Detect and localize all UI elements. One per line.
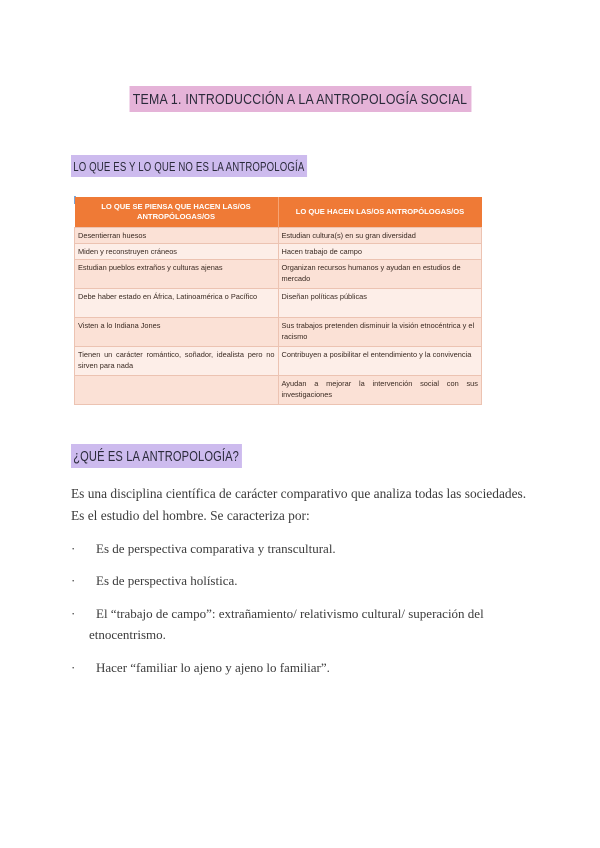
- table-cell: Estudian pueblos extraños y culturas ajenas: [75, 260, 279, 289]
- table-row: [75, 228, 482, 244]
- list-item-text: Es de perspectiva comparativa y transcultural.: [96, 541, 336, 556]
- comparison-table: [74, 197, 482, 405]
- table-header-cell: LO QUE SE PIENSA QUE HACEN LAS/OS ANTROPÓLOGAS/OS: [75, 197, 279, 228]
- table-cell: Sus trabajos pretenden disminuir la visión etnocéntrica y el racismo: [278, 318, 482, 347]
- bullet-marker: ·: [71, 573, 76, 588]
- document-title: TEMA 1. INTRODUCCIÓN A LA ANTROPOLOGÍA SOCIAL: [129, 86, 471, 112]
- list-item: [71, 657, 541, 678]
- table-cell: Estudian cultura(s) en su gran diversidad: [278, 228, 482, 244]
- table-cell: Visten a lo Indiana Jones: [75, 318, 279, 347]
- table-cell: Hacen trabajo de campo: [278, 244, 482, 260]
- list-item-text: Es de perspectiva holística.: [96, 573, 238, 588]
- list-item: [71, 538, 541, 559]
- table-cell: [75, 376, 279, 405]
- section-heading-2: ¿QUÉ ES LA ANTROPOLOGÍA?: [71, 444, 242, 468]
- list-item: [71, 603, 541, 645]
- table-row: [75, 318, 482, 347]
- list-item: [71, 570, 541, 591]
- table-row: [75, 376, 482, 405]
- document-title-wrap: [0, 86, 600, 112]
- intro-paragraph: Es una disciplina científica de carácter comparativo que analiza todas las sociedades. Es el estudio del hombre. Se caracteriza por:: [71, 486, 527, 523]
- table-cell: Contribuyen a posibilitar el entendimiento y la convivencia: [278, 347, 482, 376]
- section-heading-1: LO QUE ES Y LO QUE NO ES LA ANTROPOLOGÍA: [71, 155, 307, 177]
- table-cell: Diseñan políticas públicas: [278, 289, 482, 318]
- bullet-marker: ·: [71, 606, 76, 621]
- table-header-cell: LO QUE HACEN LAS/OS ANTROPÓLOGAS/OS: [278, 197, 482, 228]
- table-cell: Organizan recursos humanos y ayudan en estudios de mercado: [278, 260, 482, 289]
- table-row: [75, 244, 482, 260]
- table-row: [75, 347, 482, 376]
- bullet-marker: ·: [71, 541, 76, 556]
- table-row: [75, 260, 482, 289]
- table-header-row: [75, 197, 482, 228]
- table-cell: Ayudan a mejorar la intervención social con sus investigaciones: [278, 376, 482, 405]
- list-item-text: El “trabajo de campo”: extrañamiento/ relativismo cultural/ superación del etnocentrismo.: [89, 606, 484, 642]
- table-cell: Desentierran huesos: [75, 228, 279, 244]
- table-cell: Miden y reconstruyen cráneos: [75, 244, 279, 260]
- list-item-text: Hacer “familiar lo ajeno y ajeno lo familiar”.: [96, 660, 330, 675]
- bullet-marker: ·: [71, 660, 76, 675]
- table-row: [75, 289, 482, 318]
- table-cell: Debe haber estado en África, Latinoamérica o Pacífico: [75, 289, 279, 318]
- table-cell: Tienen un carácter romántico, soñador, idealista pero no sirven para nada: [75, 347, 279, 376]
